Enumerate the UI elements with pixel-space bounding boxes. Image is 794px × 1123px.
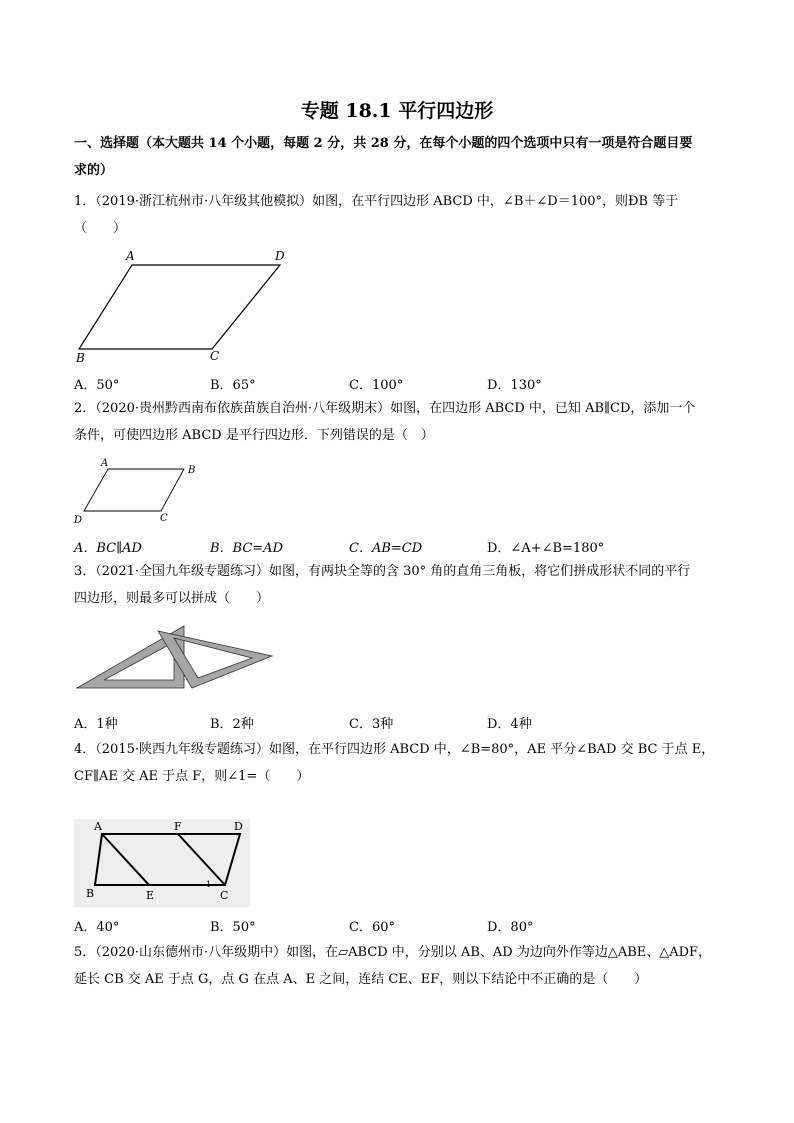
q2-quadrilateral-figure	[70, 455, 210, 530]
q1-stem-line2: （ ）	[74, 221, 127, 236]
q4-option-c: C．60°	[349, 920, 395, 935]
q4-label-angle-1: 1	[206, 880, 212, 889]
q3-stem-line1: 3．（2021·全国九年级专题练习）如图，有两块全等的含 30° 角的直角三角板，将它们拼成形状不同的平行	[74, 564, 691, 579]
q3-option-b: B．2种	[210, 717, 254, 732]
q5-stem-line1: 5．（2020·山东德州市·八年级期中）如图，在▱ABCD 中，分别以 AB、AD 为边向外作等边△ABE、△ADF，	[74, 945, 712, 960]
q4-label-c: C	[220, 889, 229, 902]
q1-option-c: C．100°	[349, 378, 404, 393]
q4-option-a: A．40°	[74, 920, 120, 935]
q2-label-c: C	[160, 513, 168, 524]
q1-option-d: D．130°	[487, 378, 542, 393]
q2-label-d: D	[74, 515, 83, 526]
q1-parallelogram-figure	[70, 248, 300, 368]
q1-stem-line1: 1．（2019·浙江杭州市·八年级其他模拟）如图，在平行四边形 ABCD 中，∠B＋∠D＝100°，则ÐB 等于	[74, 194, 679, 209]
q1-label-a: A	[126, 249, 135, 263]
q4-label-b: B	[86, 887, 95, 900]
q3-option-a: A．1种	[74, 717, 118, 732]
q4-stem-line1: 4．（2015·陕西九年级专题练习）如图，在平行四边形 ABCD 中，∠B=80°，AE 平分∠BAD 交 BC 于点 E，	[74, 742, 715, 757]
q1-label-c: C	[210, 349, 220, 363]
q2-label-b: B	[188, 465, 196, 476]
q1-label-d: D	[275, 249, 285, 263]
q4-label-d: D	[234, 820, 243, 833]
q2-option-c: C．AB=CD	[349, 541, 423, 556]
q2-option-b: B．BC=AD	[210, 541, 283, 556]
q2-stem-line1: 2．（2020·贵州黔西南布依族苗族自治州·八年级期末）如图，在四边形 ABCD 中，已知 AB∥CD，添加一个	[74, 401, 696, 416]
q3-triangle-boards-figure	[74, 620, 279, 695]
q3-option-d: D．4种	[487, 717, 532, 732]
q3-option-c: C．3种	[349, 717, 394, 732]
section-heading-line2: 求的）	[74, 163, 114, 178]
q4-parallelogram-figure	[74, 815, 259, 910]
q2-stem-line2: 条件，可使四边形 ABCD 是平行四边形．下列错误的是（ ）	[74, 428, 434, 443]
page-title: 专题 18.1 平行四边形	[300, 100, 494, 122]
q2-option-a: A．BC∥AD	[74, 541, 142, 556]
q3-stem-line2: 四边形，则最多可以拼成（ ）	[74, 591, 270, 606]
q4-stem-line2: CF∥AE 交 AE 于点 F，则∠1=（ ）	[74, 769, 310, 784]
q4-option-d: D．80°	[487, 920, 534, 935]
q4-label-e: E	[146, 889, 155, 902]
q4-label-f: F	[174, 820, 182, 833]
q5-stem-line2: 延长 CB 交 AE 于点 G，点 G 在点 A、E 之间，连结 CE、EF，则以下结论中不正确的是（ ）	[74, 972, 648, 987]
q1-option-a: A．50°	[74, 378, 120, 393]
q2-option-d: D．∠A+∠B=180°	[487, 541, 605, 556]
q1-label-b: B	[76, 351, 85, 365]
q1-parallelogram	[79, 265, 280, 349]
section-heading-line1: 一、选择题（本大题共 14 个小题，每题 2 分，共 28 分，在每个小题的四个选项中只有一项是符合题目要	[74, 136, 693, 151]
q1-option-b: B．65°	[210, 378, 256, 393]
q4-label-a: A	[94, 820, 102, 833]
q2-quadrilateral	[84, 469, 184, 511]
q2-label-a: A	[101, 458, 109, 469]
q4-option-b: B．50°	[210, 920, 256, 935]
